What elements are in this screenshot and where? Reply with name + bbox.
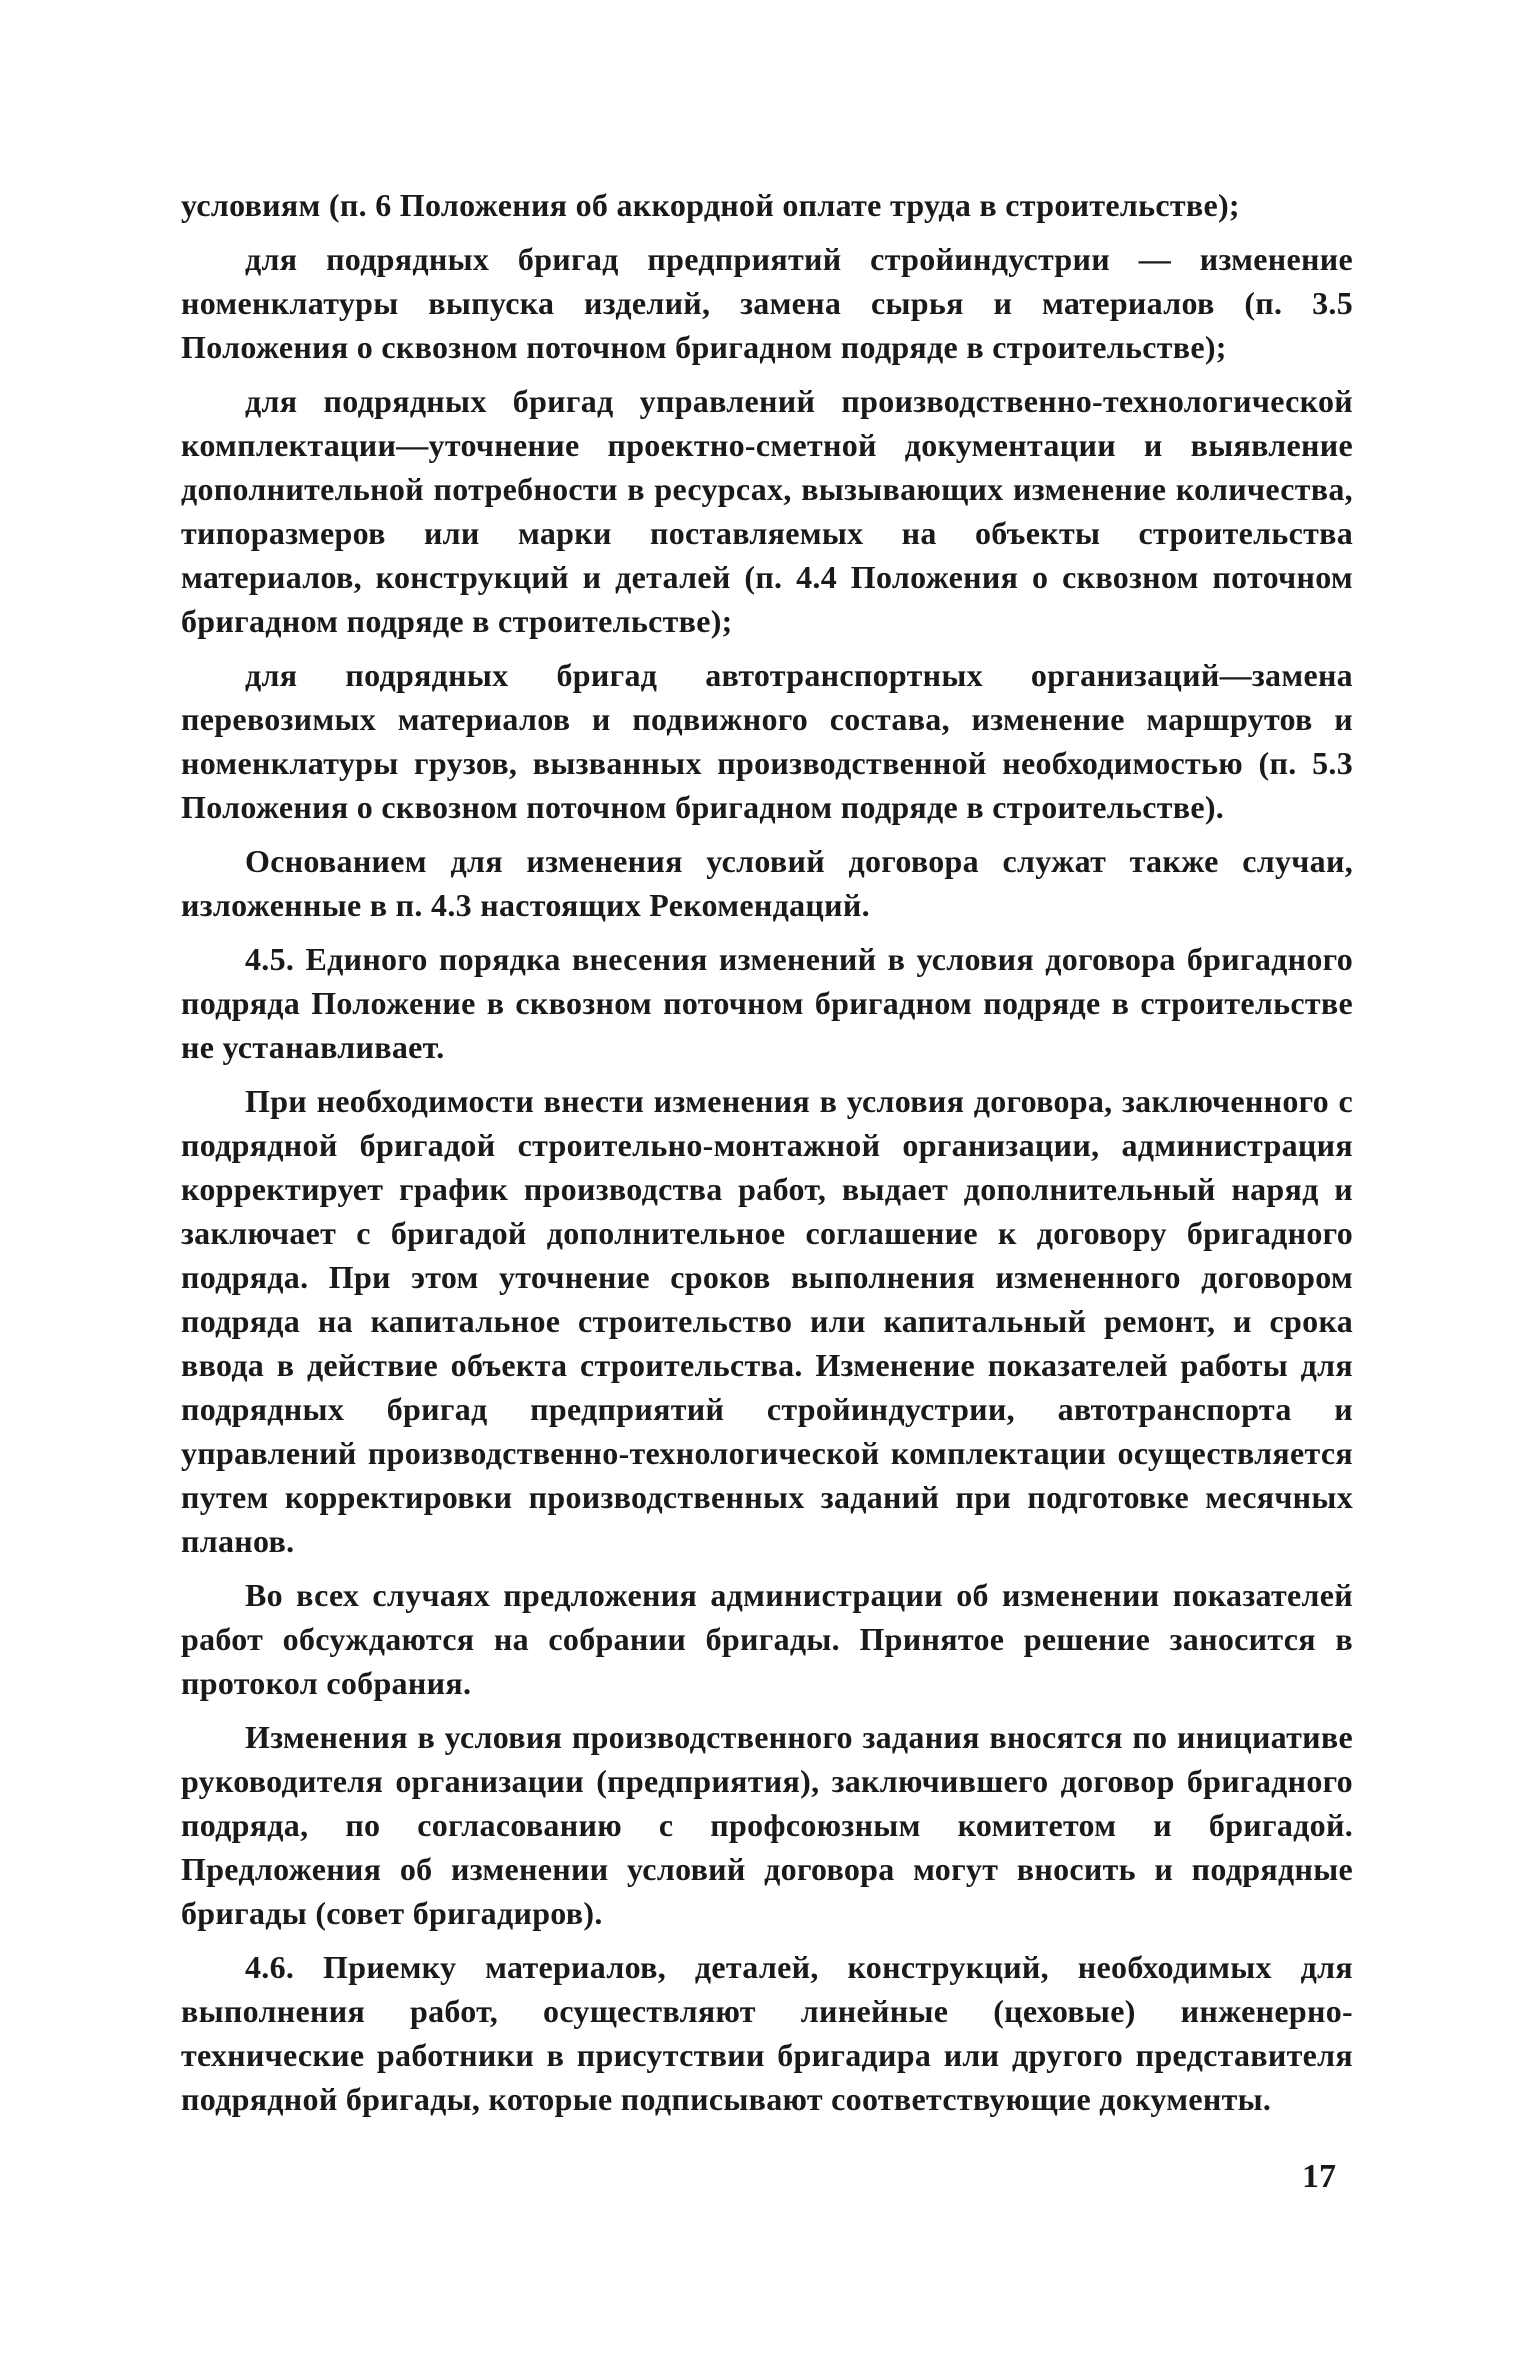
- paragraph-section-4-5: 4.5. Единого порядка внесения изменений в условия договора бригадного подряда Положение в сквозном поточном бригадном подряде в строительстве не устанавливает.: [181, 941, 1353, 1065]
- paragraph-continuation: условиям (п. 6 Положения об аккордной оплате труда в строительстве);: [181, 187, 1240, 223]
- paragraph-section-4-6: 4.6. Приемку материалов, деталей, конструкций, необходимых для выполнения работ, осуществляют линейные (цеховые) инженерно-технические работники в присутствии бригадира или другого представителя подрядной бригады, которые подписывают соответствующие документы.: [181, 1949, 1353, 2117]
- page-body: [181, 183, 1353, 2121]
- paragraph-brigade-meeting: Во всех случаях предложения администрации об изменении показателей работ обсуждаются на собрании бригады. Принятое решение заносится в протокол собрания.: [181, 1577, 1353, 1701]
- paragraph-transport-brigades: для подрядных бригад автотранспортных организаций—замена перевозимых материалов и подвижного состава, изменение маршрутов и номенклатуры грузов, вызванных производственной необходимостью (п. 5.3 Положения о сквозном поточном бригадном подряде в строительстве).: [181, 657, 1353, 825]
- page-number: 17: [1302, 2158, 1336, 2195]
- paragraph-contract-changes: При необходимости внести изменения в условия договора, заключенного с подрядной бригадой строительно-монтажной организации, администрация корректирует график производства работ, выдает дополнительный наряд и заключает с бригадой дополнительное соглашение к договору бригадного подряда. При этом уточнение сроков выполнения измененного договором подряда на капитальное строительство или капитальный ремонт, и срока ввода в действие объекта строительства. Изменение показателей работы для подрядных бригад предприятий стройиндустрии, автотранспорта и управлений производственно-технологической комплектации осуществляется путем корректировки производственных заданий при подготовке месячных планов.: [181, 1083, 1353, 1559]
- paragraph-supply-brigades: для подрядных бригад управлений производственно-технологической комплектации—уточнение проектно-сметной документации и выявление дополнительной потребности в ресурсах, вызывающих изменение количества, типоразмеров или марки поставляемых на объекты строительства материалов, конструкций и деталей (п. 4.4 Положения о сквозном поточном бригадном подряде в строительстве);: [181, 383, 1353, 639]
- paragraph-grounds: Основанием для изменения условий договора служат также случаи, изложенные в п. 4.3 настоящих Рекомендаций.: [181, 843, 1353, 923]
- paragraph-industry-brigades: для подрядных бригад предприятий стройиндустрии — изменение номенклатуры выпуска изделий, замена сырья и материалов (п. 3.5 Положения о сквозном поточном бригадном подряде в строительстве);: [181, 241, 1353, 365]
- paragraph-initiative: Изменения в условия производственного задания вносятся по инициативе руководителя организации (предприятия), заключившего договор бригадного подряда, по согласованию с профсоюзным комитетом и бригадой. Предложения об изменении условий договора могут вносить и подрядные бригады (совет бригадиров).: [181, 1719, 1353, 1931]
